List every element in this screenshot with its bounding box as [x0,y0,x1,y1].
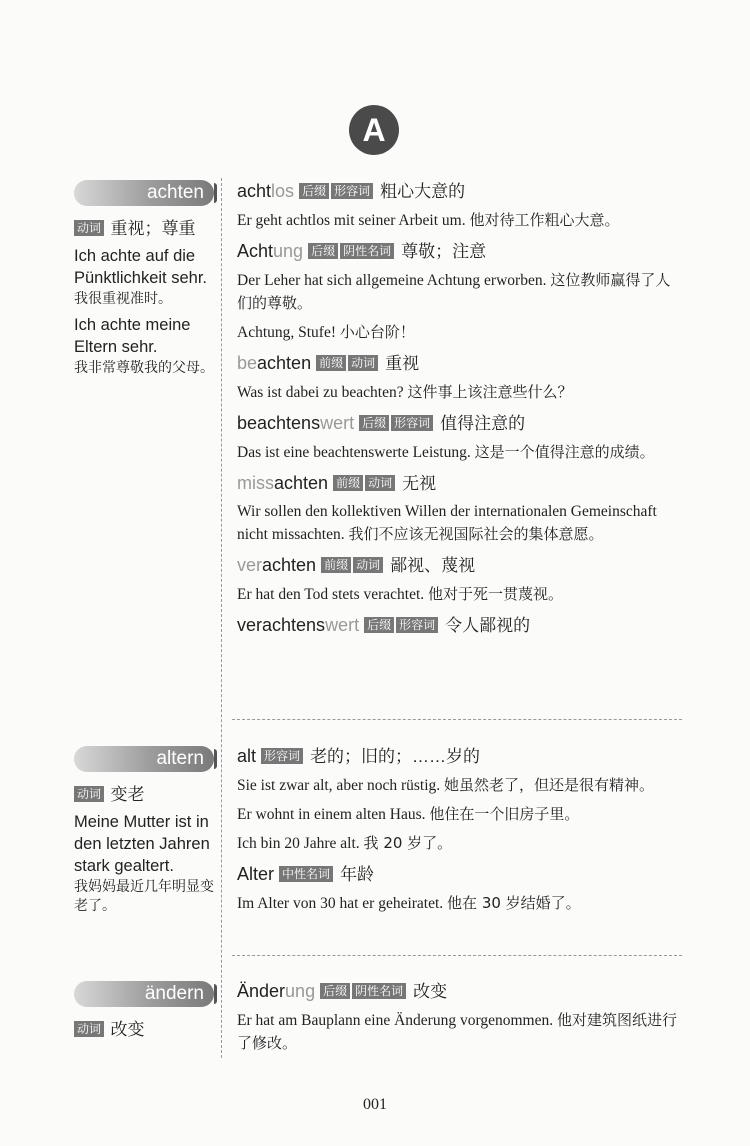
page-number: 001 [363,1096,387,1113]
example-german: Ich achte meine Eltern sehr. [74,316,191,356]
example-chinese: 他住在一个旧房子里。 [429,805,580,823]
example-german: Er hat am Bauplann eine Änderung vorgenommen. [237,1012,554,1029]
word-affix: los [271,181,295,201]
derivative-entry [237,238,685,344]
example-chinese: 我非常尊敬我的父母。 [74,359,214,375]
section-separator [232,955,682,956]
meaning: 值得注意的 [440,414,526,433]
word-stem: Acht [237,241,274,261]
grammar-tag: 中性名词 [279,866,333,882]
word-affix: miss [237,473,274,493]
word-affix: ung [273,241,304,261]
example-german: Was ist dabei zu beachten? [237,384,404,401]
example-chinese: 这件事上该注意些什么？ [407,383,573,401]
derivative-entry [237,350,685,404]
example-sentence [237,1009,685,1055]
derivatives-aendern [237,978,685,1061]
definition-text: 改变 [110,1020,145,1039]
headword-definition [74,214,214,239]
meaning: 令人鄙视的 [445,616,531,635]
word-affix: ver [237,555,263,575]
example-chinese: 他在 30 岁结婚了。 [447,894,581,912]
meaning: 无视 [402,474,437,493]
grammar-tag: 后缀 [364,617,394,633]
example-chinese: 他对待工作粗心大意。 [469,211,620,229]
meaning: 鄙视、蔑视 [390,556,476,575]
word-stem: achten [257,353,312,373]
example-german: Meine Mutter ist in den letzten Jahren stark gealtert. [74,813,210,875]
example-sentence [237,501,685,546]
grammar-tag: 阴性名词 [352,983,406,999]
example-german: Er hat den Tod stets verachtet. [237,586,425,603]
derivative-entry [237,743,685,855]
pos-tag: 动词 [74,786,104,802]
example-sentence [237,803,685,826]
definition-text: 变老 [110,785,145,804]
meaning: 尊敬；注意 [401,242,487,261]
grammar-tag: 后缀 [299,183,329,199]
example-chinese: 这位教师赢得了人们的尊敬。 [237,271,671,312]
headword-definition [74,780,214,805]
example-german: Er geht achtlos mit seiner Arbeit um. [237,212,466,229]
meaning: 老的；旧的；……岁的 [310,747,481,766]
grammar-tag: 动词 [353,557,383,573]
meaning: 重视 [385,354,420,373]
word-stem: beachtens [237,413,321,433]
example-sentence [237,381,685,404]
example-sentence [237,832,685,855]
grammar-tag: 动词 [365,475,395,491]
column-divider [221,178,222,1058]
word-stem: Änder [237,981,286,1001]
section-separator [232,719,682,720]
derivative-entry [237,178,685,232]
headword-label: altern [74,746,214,772]
derivative-entry [237,470,685,546]
grammar-tag: 后缀 [308,243,338,259]
derivative-entry [237,861,685,915]
derivative-entry [237,552,685,606]
grammar-tag: 动词 [348,355,378,371]
grammar-tag: 后缀 [320,983,350,999]
example-german: Er wohnt in einem alten Haus. [237,806,426,823]
grammar-tag: 前缀 [333,475,363,491]
pos-tag: 动词 [74,220,104,236]
example-chinese: 她虽然老了，但还是很有精神。 [444,776,655,794]
example-german: Ich bin 20 Jahre alt. [237,835,360,852]
derivatives-altern [237,743,685,921]
derivative-entry [237,978,685,1055]
meaning: 粗心大意的 [380,182,466,201]
word-affix: ung [285,981,316,1001]
grammar-tag: 形容词 [331,183,373,199]
example-chinese: 他对建筑图纸进行了修改。 [237,1011,677,1052]
example-sentence [237,774,685,797]
example-sentence [237,892,685,915]
example-sentence [237,209,685,232]
example-chinese: 我 20 岁了。 [363,834,453,852]
headword-label: achten [74,180,214,206]
word-affix: be [237,353,258,373]
example-chinese: 我们不应该无视国际社会的集体意愿。 [348,525,604,543]
pos-tag: 动词 [74,1021,104,1037]
example-german: Das ist eine beachtenswerte Leistung. [237,444,471,461]
headword-panel-altern [74,746,214,915]
example-chinese: 我妈妈最近几年明显变老了。 [74,878,214,913]
derivative-entry [237,612,685,639]
grammar-tag: 阴性名词 [340,243,394,259]
example-german: Sie ist zwar alt, aber noch rüstig. [237,777,441,794]
word-stem: alt [237,746,257,766]
word-affix: wert [320,413,355,433]
grammar-tag: 前缀 [316,355,346,371]
word-stem: Alter [237,864,275,884]
grammar-tag: 前缀 [321,557,351,573]
example-sentence [237,321,685,344]
example-german: Achtung, Stufe! [237,324,337,341]
derivatives-achten [237,178,685,645]
example-german: Der Leher hat sich allgemeine Achtung erworben. [237,272,547,289]
example-chinese: 我很重视准时。 [74,290,172,306]
grammar-tag: 后缀 [359,415,389,431]
example-sentence [237,441,685,464]
example-german: Im Alter von 30 hat er geheiratet. [237,895,444,912]
headword-label: ändern [74,981,214,1007]
definition-text: 重视；尊重 [110,219,196,238]
example-german: Wir sollen den kollektiven Willen der internationalen Gemeinschaft nicht missachten. [237,503,657,543]
headword-panel-achten [74,180,214,377]
example-sentence [237,583,685,606]
meaning: 年龄 [340,865,375,884]
headword-panel-aendern [74,981,214,1040]
word-stem: achten [262,555,317,575]
section-letter-badge: A [349,105,399,155]
grammar-tag: 形容词 [391,415,433,431]
word-affix: wert [325,615,360,635]
example-chinese: 小心台阶！ [339,323,415,341]
example-chinese: 这是一个值得注意的成绩。 [474,443,655,461]
headword-definition [74,1015,214,1040]
example-chinese: 他对于死一贯蔑视。 [428,585,564,603]
grammar-tag: 形容词 [261,748,303,764]
word-stem: achten [274,473,329,493]
word-stem: verachtens [237,615,326,635]
example-german: Ich achte auf die Pünktlichkeit sehr. [74,247,207,287]
example-sentence [237,269,685,315]
meaning: 改变 [413,982,448,1001]
derivative-entry [237,410,685,464]
grammar-tag: 形容词 [396,617,438,633]
word-stem: acht [237,181,272,201]
